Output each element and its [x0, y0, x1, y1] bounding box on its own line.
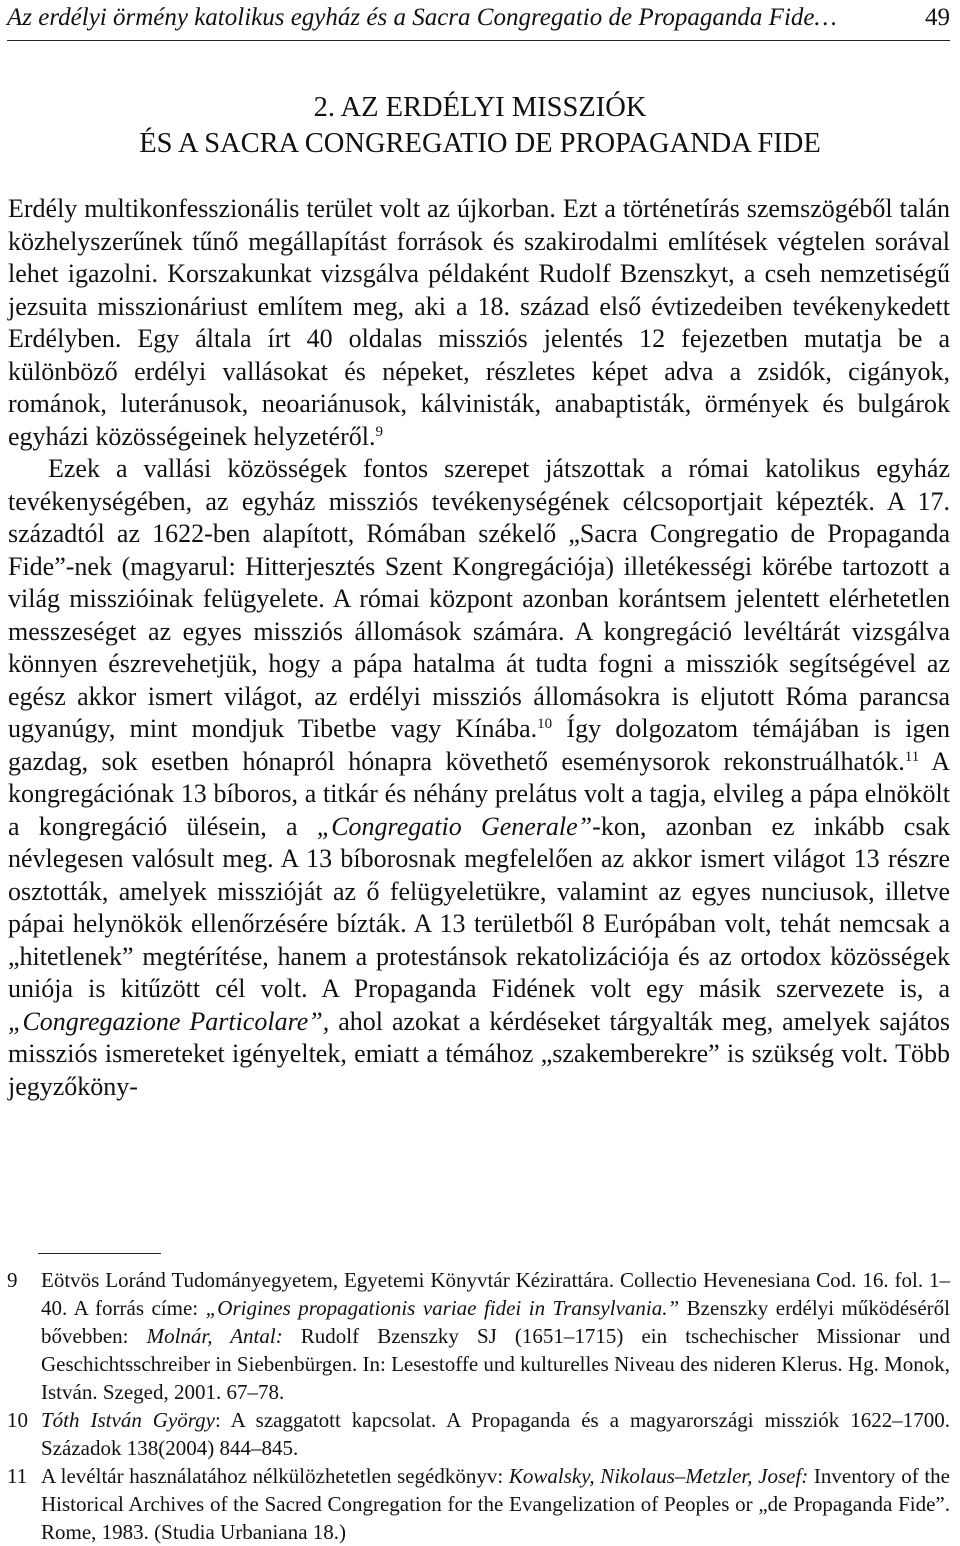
congregazione-particolare-term: „Congregazione Particolare”, [8, 1006, 330, 1036]
paragraph-2 [8, 453, 950, 1103]
footnote-number: 9 [7, 1268, 18, 1292]
footnote-ref-11[interactable]: 11 [904, 748, 920, 765]
footnote-ref-10[interactable]: 10 [537, 716, 553, 732]
paragraph-2-text-b: Így dolgozatom témájában is igen gazdag, sok esetben hónapról hónapra követhető eseménysorok rekonstruálhatók. [8, 714, 950, 776]
footnote-text: Bzenszky erdélyi működéséről bővebben: [41, 1296, 950, 1348]
paragraph-2-text-a: Ezek a vallási közösségek fontos szerepet játszottak a római katolikus egyház tevékenységében, az egyház missziós tevékenységének célcsoportjait képezték. A 17. századtól az 1622-ben alapított, Rómában székelő „Sacra Congregatio de Propaganda Fide”-nek (magyarul: Hitterjesztés Szent Kongregációja) illetékességi körébe tartozott a világ misszióinak felügyelete. A római központ azonban korántsem jelentett elérhetetlen messzeséget az egyes missziós állomások számára. A kongregáció levéltárát vizsgálva könnyen észrevehetjük, hogy a pápa hatalma át tudta fogni a missziók segítségével az egész akkor ismert világot, az erdélyi missziós állomásokra is eljutott Róma parancsa ugyanúgy, mint mondjuk Tibetbe vagy Kínába. [8, 454, 950, 743]
footnote-author: Molnár, Antal: [146, 1324, 283, 1348]
footnote-number: 10 [7, 1408, 28, 1432]
footnote-10 [7, 1406, 950, 1462]
footnote-text: Rudolf Bzenszky SJ (1651–1715) ein tschechischer Missionar und Geschichtsschreiber in Siebenbürgen. In: Lesestoffe und kulturelles Niveau des nideren Klerus. Hg. Monok, István. Szeged, 2001. 67–78. [41, 1324, 950, 1404]
congregatio-generale-term: „Congregatio Generale” [316, 811, 593, 841]
paragraph-2-text-e: ahol azokat a kérdéseket tárgyalták meg, amelyek sajátos missziós ismereteket igényeltek, emiatt a témához „szakemberekre” is szükség volt. Több jegyzőköny- [8, 1006, 950, 1101]
chapter-heading-line-1: 2. AZ ERDÉLYI MISSZIÓK [313, 92, 647, 123]
footnote-author: Tóth István György [41, 1408, 215, 1432]
paragraph-1-text: Erdély multikonfesszionális terület volt az újkorban. Ezt a történetírás szemszögéből talán közhelyszerűnek tűnő megállapítást források és szakirodalmi említések végtelen sorával lehet igazolni. Korszakunkat vizsgálva példaként Rudolf Bzenszkyt, a cseh nemzetiségű jezsuita misszionáriust említem meg, aki a 18. század első évtizedeiben tevékenykedett Erdélyben. Egy általa írt 40 oldalas missziós jelentés 12 fejezetben mutatja be a különböző erdélyi vallásokat és népeket, részletes képet adva a zsidók, cigányok, románok, luteránusok, neoariánusok, kálvinisták, anabaptisták, örmények és bulgárok egyházi közösségeinek helyzetéről. [8, 194, 950, 451]
page-number: 49 [925, 4, 950, 31]
footnote-text: A levéltár használatához nélkülözhetetlen segédkönyv: [41, 1464, 509, 1488]
footnote-text: : A szaggatott kapcsolat. A Propaganda és a magyarországi missziók 1622–1700. Századok 138(2004) 844–845. [41, 1408, 950, 1460]
footnote-text: Eötvös Loránd Tudományegyetem, Egyetemi Könyvtár Kézirattára. Collectio Hevenesiana Cod. 16. fol. 1–40. A forrás címe: [41, 1268, 950, 1320]
footnote-text: Inventory of the Historical Archives of the Sacred Congregation for the Evangelization of Peoples or „de Propaganda Fide”. Rome, 1983. (Studia Urbaniana 18.) [41, 1464, 950, 1544]
running-header [7, 0, 950, 41]
chapter-heading [0, 90, 960, 162]
running-title: Az erdélyi örmény katolikus egyház és a Sacra Congregatio de Propaganda Fide… [7, 4, 837, 31]
paragraph-2-text-d: -kon, azonban ez inkább csak névlegesen valósult meg. A 13 bíborosnak megfelelően az akkor ismert világot 13 részre osztották, amelyek misszióját az ő felügyeletükre, valamint az egyes nunciusok, illetve pápai helynökök ellenőrzésére bízták. A 13 területből 8 Európában volt, tehát nemcsak a „hitetlenek” megtérítése, hanem a protestánsok rekatolizációja és az ortodox közösségek uniója is kitűzött cél volt. A Propaganda Fidének volt egy másik szervezete is, a [8, 811, 950, 1003]
paragraph-2-text-c: A kongregációnak 13 bíboros, a titkár és néhány prelátus volt a tagja, elvileg a pápa elnökölt a kongregáció ülésein, a [8, 746, 950, 841]
footnote-9 [7, 1266, 950, 1406]
footnote-separator [38, 1253, 161, 1254]
chapter-heading-line-2: ÉS A SACRA CONGREGATIO DE PROPAGANDA FIDE [139, 128, 821, 159]
footnote-author: Kowalsky, Nikolaus–Metzler, Josef: [508, 1464, 809, 1488]
footnotes [7, 1266, 950, 1546]
footnote-ref-9[interactable]: 9 [375, 423, 383, 440]
paragraph-1 [8, 193, 950, 453]
footnote-11 [7, 1462, 950, 1546]
footnote-italic-title: „Origines propagationis variae fidei in Transylvania.” [205, 1296, 680, 1320]
footnote-number: 11 [7, 1464, 28, 1488]
body-text [8, 193, 950, 1103]
